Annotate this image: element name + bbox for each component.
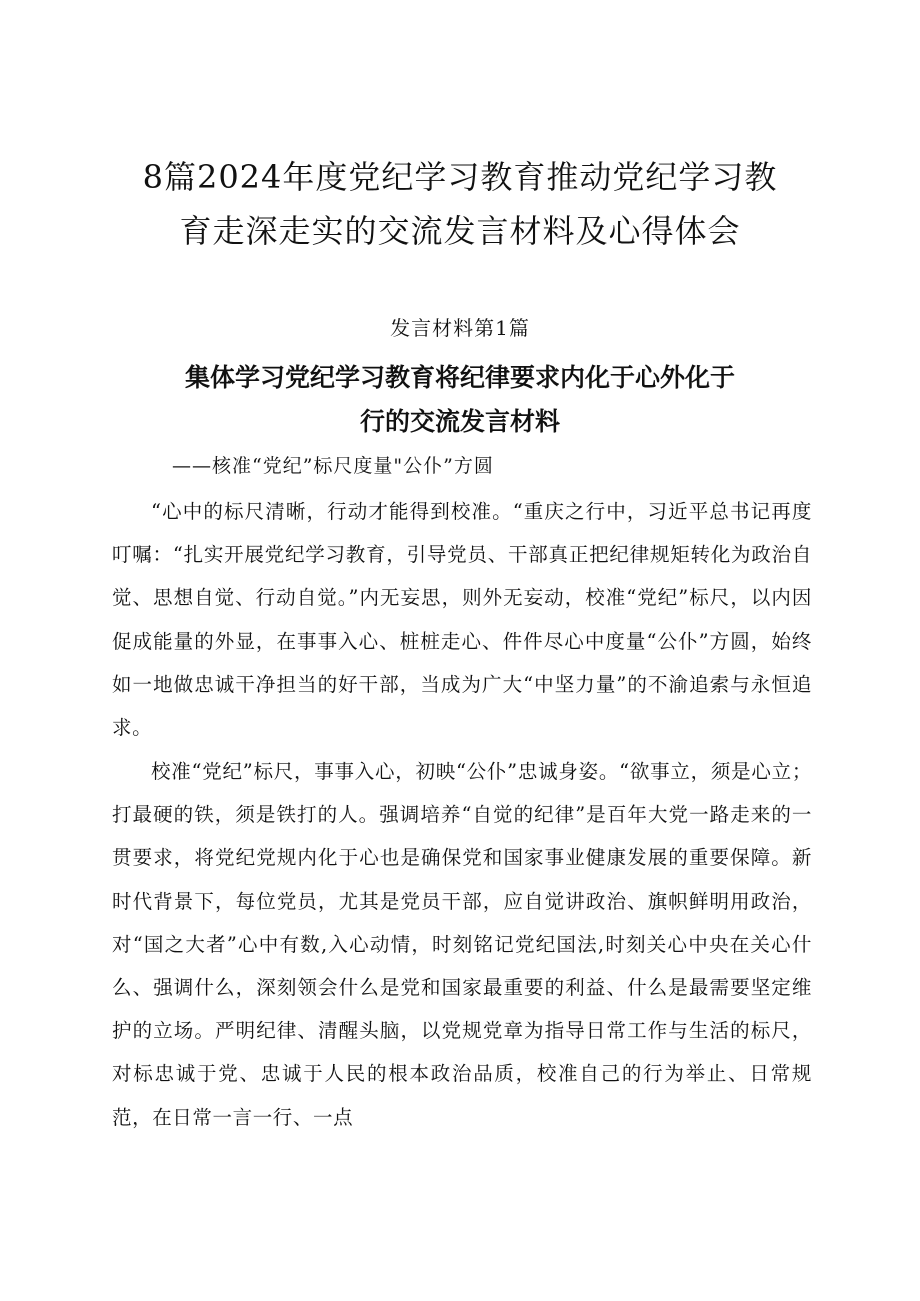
document-title	[120, 150, 800, 258]
document-title-line-1: 8篇2024年度党纪学习教育推动党纪学习教	[142, 158, 778, 196]
byline: ——核准“党纪”标尺度量"公仆”方圆	[172, 455, 494, 477]
speech-subtitle-line-1: 集体学习党纪学习教育将纪律要求内化于心外化于	[184, 363, 735, 392]
body-paragraph: 校准“党纪”标尺，事事入心，初映“公仆”忠诚身姿。“欲事立，须是心立；打最硬的铁，须是铁打的人。强调培养“自觉的纪律”是百年大党一路走来的一贯要求，将党纪党规内化于心也是确保党和国家事业健康发展的重要保障。新时代背景下，每位党员，尤其是党员干部，应自觉讲政治、旗帜鲜明用政治，对“国之大者”心中有数,入心动情，时刻铭记党纪国法,时刻关心中央在关心什么、强调什么，深刻领会什么是党和国家最重要的利益、什么是最需要坚定维护的立场。严明纪律、清醒头脑，以党规党章为指导日常工作与生活的标尺，对标忠诚于党、忠诚于人民的根本政治品质，校准自己的行为举止、日常规范，在日常一言一行、一点	[112, 760, 812, 1129]
speech-subtitle-line-2: 行的交流发言材料	[359, 407, 560, 436]
document-title-line-2: 育走深走实的交流发言材料及心得体会	[179, 212, 741, 250]
body-paragraph: “心中的标尺清晰，行动才能得到校准。“重庆之行中，习近平总书记再度叮嘱：“扎实开展党纪学习教育，引导党员、干部真正把纪律规矩转化为政治自觉、思想自觉、行动自觉。”内无妄思，则外无妄动，校准“党纪”标尺，以内因促成能量的外显，在事事入心、桩桩走心、件件尽心中度量“公仆”方圆，始终如一地做忠诚干净担当的好干部，当成为广大“中坚力量”的不渝追索与永恒追求。	[112, 500, 812, 740]
section-label: 发言材料第1篇	[390, 316, 530, 340]
speech-subtitle	[160, 356, 760, 444]
